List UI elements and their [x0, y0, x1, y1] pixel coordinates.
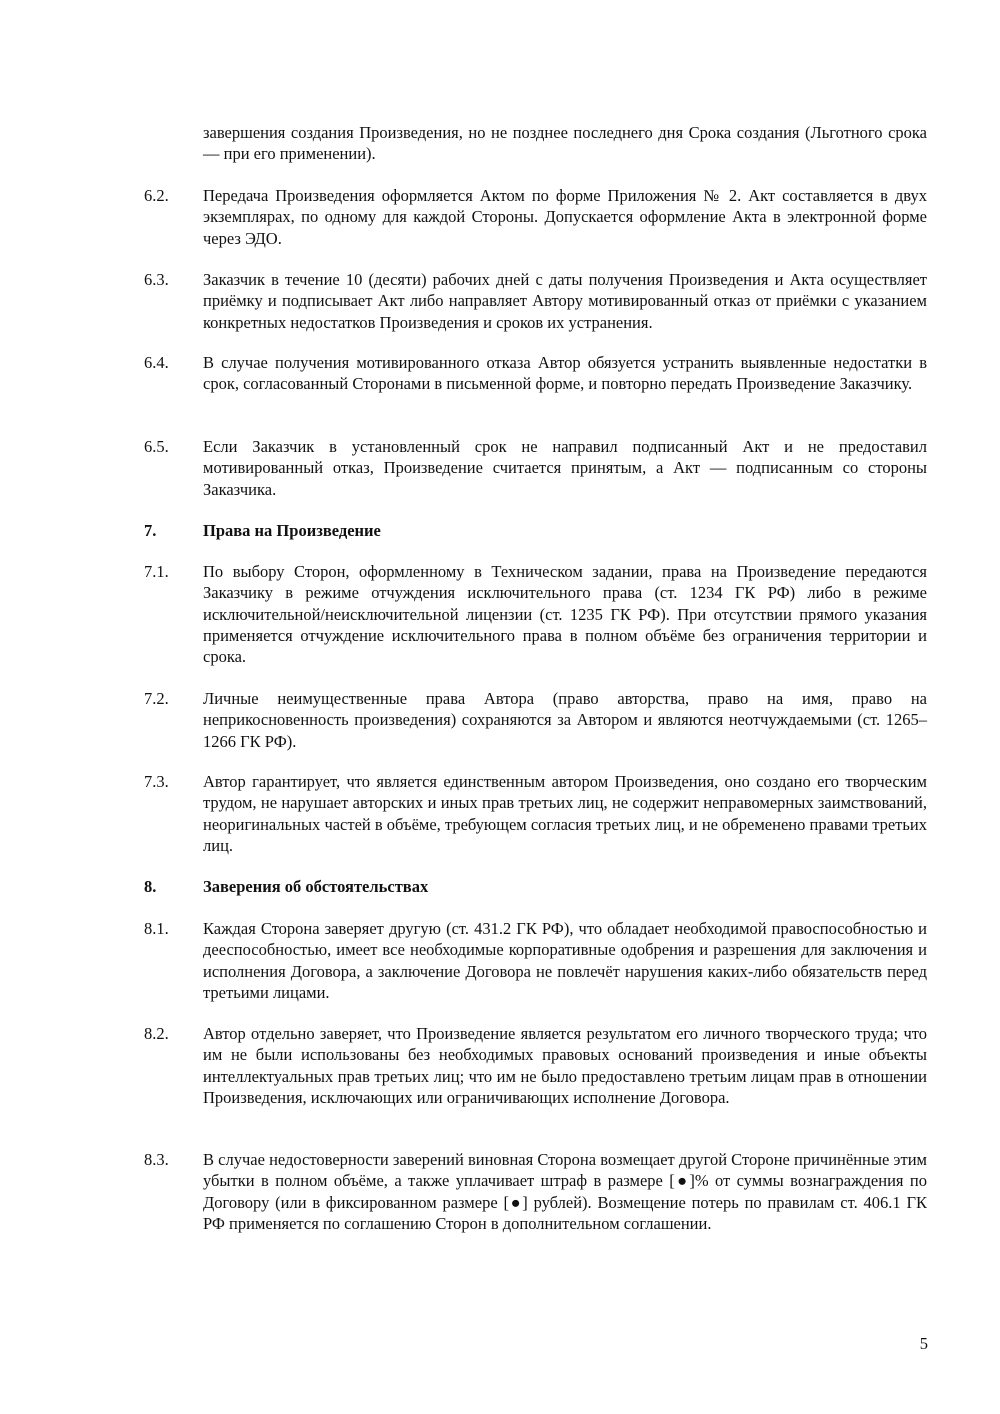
paragraph-text: завершения создания Произведения, но не позднее последнего дня Срока создания (Льготного срока — при его применении).: [203, 123, 927, 164]
clause-number: 6.4.: [144, 353, 169, 372]
section-number: 8.: [144, 877, 157, 896]
clause-number: 8.1.: [144, 919, 169, 938]
clause-number: 6.5.: [144, 437, 169, 456]
clause-number: 7.3.: [144, 772, 169, 791]
section-title: Права на Произведение: [203, 521, 381, 540]
clause-text: Автор гарантирует, что является единственным автором Произведения, оно создано его творческим трудом, не нарушает авторских и иных прав третьих лиц, не содержит неправомерных заимствований, неоригинальных частей в объёме, требующем согласия третьих лиц, и не обременено правами третьих лиц.: [203, 772, 927, 855]
clause-number: 8.2.: [144, 1024, 169, 1043]
section-title: Заверения об обстоятельствах: [203, 877, 429, 896]
clause-number: 6.2.: [144, 186, 169, 205]
clause-text: В случае недостоверности заверений виновная Сторона возмещает другой Стороне причинённые этим убытки в полном объёме, а также уплачивает штраф в размере [●]% от суммы вознаграждения по Договору (или в фиксированном размере [●] рублей). Возмещение потерь по правилам ст. 406.1 ГК РФ применяется по соглашению Сторон в дополнительном соглашении.: [203, 1150, 927, 1233]
clause-text: Заказчик в течение 10 (десяти) рабочих дней с даты получения Произведения и Акта осуществляет приёмку и подписывает Акт либо направляет Автору мотивированный отказ от приёмки с указанием конкретных недостатков Произведения и сроков их устранения.: [203, 270, 927, 332]
clause-text: В случае получения мотивированного отказа Автор обязуется устранить выявленные недостатки в срок, согласованный Сторонами в письменной форме, и повторно передать Произведение Заказчику.: [203, 353, 927, 394]
clause-number: 7.2.: [144, 689, 169, 708]
clause-text: Если Заказчик в установленный срок не направил подписанный Акт и не предоставил мотивированный отказ, Произведение считается принятым, а Акт — подписанным со стороны Заказчика.: [203, 437, 927, 499]
clause-text: По выбору Сторон, оформленному в Техническом задании, права на Произведение передаются Заказчику в режиме отчуждения исключительного права (ст. 1234 ГК РФ) либо в режиме исключительной/неисключительной лицензии (ст. 1235 ГК РФ). При отсутствии прямого указания применяется отчуждение исключительного права в полном объёме без ограничения территории и срока.: [203, 562, 927, 667]
section-number: 7.: [144, 521, 157, 540]
clause-text: Каждая Сторона заверяет другую (ст. 431.2 ГК РФ), что обладает необходимой правоспособностью и дееспособностью, имеет все необходимые корпоративные одобрения и разрешения для заключения и исполнения Договора, а заключение Договора не повлечёт нарушения каких-либо обязательств перед третьими лицами.: [203, 919, 927, 1002]
clause-number: 6.3.: [144, 270, 169, 289]
clause-text: Личные неимущественные права Автора (право авторства, право на имя, право на неприкосновенность произведения) сохраняются за Автором и являются неотчуждаемыми (ст. 1265–1266 ГК РФ).: [203, 689, 927, 751]
clause-text: Автор отдельно заверяет, что Произведение является результатом его личного творческого труда; что им не были использованы без необходимых правовых оснований произведения и иные объекты интеллектуальных прав третьих лиц; что им не было предоставлено третьим лицам прав в отношении Произведения, исключающих или ограничивающих исполнение Договора.: [203, 1024, 927, 1107]
clause-text: Передача Произведения оформляется Актом по форме Приложения № 2. Акт составляется в двух экземплярах, по одному для каждой Стороны. Допускается оформление Акта в электронной форме через ЭДО.: [203, 186, 927, 248]
page-number: 5: [919, 1334, 928, 1353]
clause-number: 8.3.: [144, 1150, 169, 1169]
clause-number: 7.1.: [144, 562, 169, 581]
